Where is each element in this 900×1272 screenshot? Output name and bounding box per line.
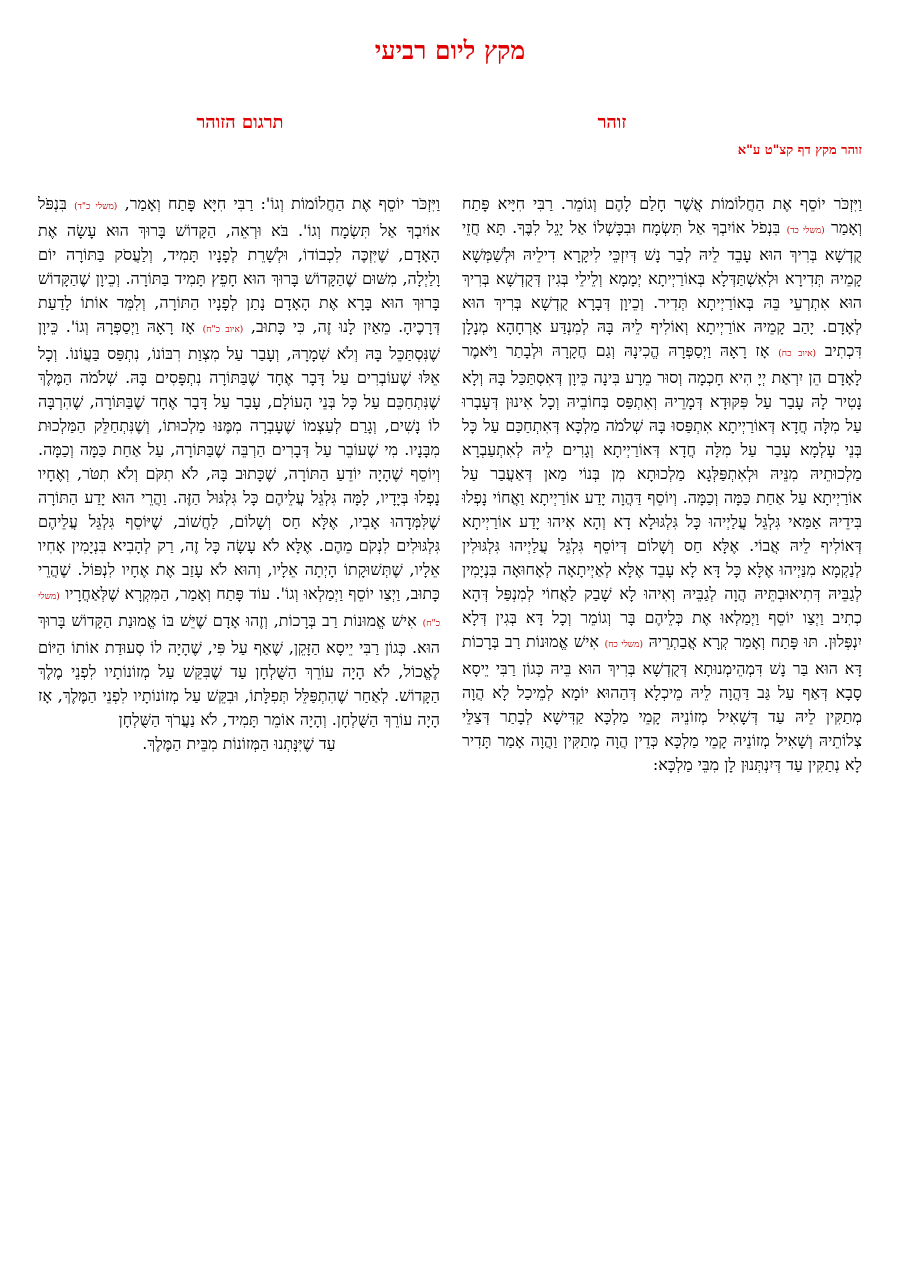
zohar-paragraph: אִישׁ אֱמוּנוֹת רַב בְּרָכוֹת דָּא הוּא בַּר נָשׁ דִּמְהֵימְנוּתָא דְּקֻדְשָׁא בְּרִיךְ הוּא בֵּיהּ כְּגוֹן רַבִּי יֵיסָא סָבָא דְּאַף עַל גַּב דַּהֲוָה לֵיהּ מֵיכְלָא דְּהַהוּא יוֹמָא לְמֵיכַל לָא הֲוָה מְתַקִּין לֵיהּ עַד דְּשָׁאִיל מְזוֹנֵיהּ קָמֵי מַלְכָּא קַדִּישָׁא לְבָתַר דְּצַלֵּי צְלוֹתֵיהּ וְשָׁאִיל מְזוֹנֵיהּ קָמֵי מַלְכָּא כְּדֵין הֲוָה מְתַקִּין וַהֲוָה אָמַר תָּדִיר לָא נְתַקִּין עַד דְּיִנְתְּנוּן לָן מִבֵּי מַלְכָּא: [462,632,862,774]
translation-paragraph: אִישׁ אֱמוּנוֹת רַב בְּרָכוֹת, וְזֶהוּ אָדָם שֶׁיֵּשׁ בּוֹ אֱמוּנַת הַקָּדוֹשׁ בָּרוּךְ הוּא. כְּגוֹן רַבִּי יֵיסָא הַזָּקֵן, שֶׁאַף עַל פִּי, שֶׁהָיָה לוֹ סְעוּדַת אוֹתוֹ הַיּוֹם לֶאֱכוֹל, לֹא הָיָה עוֹרֵךְ הַשֻּׁלְחָן עַד שֶׁבִּקֵּשׁ עַל מְזוֹנוֹתָיו לִפְנֵי מֶלֶךְ הַקָּדוֹשׁ. לְאַחַר שֶׁהִתְפַּלֵּל תְּפִלָּתוֹ, וּבִקֵּשׁ עַל מְזוֹנוֹתָיו לִפְנֵי הַמֶּלֶךְ, אָז הָיָה עוֹרֵךְ הַשֻּׁלְחָן. וְהָיָה אוֹמֵר תָּמִיד, לֹא נַעֲרֹךְ הַשֻּׁלְחָן [38,611,440,729]
scripture-reference: (משלי כד) [786,226,825,236]
scripture-reference: (משלי כ"ד) [74,202,118,212]
zohar-paragraph: אָז רָאָהּ וַיְסַפְּרָהּ הֱכִינָהּ וְגַם חֲקָרָהּ וּלְבָתַר וַיֹּאמֶר לָאָדָם הֵן יִרְאַת יְיָ הִיא חָכְמָה וְסוּר מֵרָע בִּינָה כֵּיוָן דְּאִסְתַּכַּל בָּהּ וְלָא נָטִיר לָהּ עָבַר עַל פִּקּוּדָא דְּמָרֵיהּ וְאִתְפַּס בְּחוֹבֵיהּ וְכָל אִינוּן דְּעָבְרוּ עַל מִלָּה חֲדָא דְּאוֹרַיְיתָא אִתְפַּסוּ בָּהּ שְׁלֹמֹה מַלְכָּא דְּאִתְחַכַּם עַל כָּל בְּנֵי עָלְמָא עָבַר עַל מִלָּה חֲדָא דְּאוֹרַיְיתָא וְגָרִים לֵיהּ לְאִתְעַבְרָא מַלְכוּתֵיהּ מִנֵּיהּ וּלְאִתְפַּלְּגָא מַלְכוּתָא מִן בְּנוֹי מַאן דְּאַעֲבַר עַל אוֹרַיְיתָא עַל אַחַת כַּמָּה וְכַמָּה. וְיוֹסֵף דַּהֲוָה יָדַע אוֹרַיְיתָא וַאֲחוֹי נָפְלוּ בִּידֵיהּ אַמַּאי גִּלְגֵּל עֲלַיְיהוּ כָּל גִּלְגּוּלָא דָא וְהָא אִיהוּ יָדַע אוֹרַיְיתָא דְּאוֹלִיף לֵיהּ אֲבוֹי. אֶלָּא חַס וְשָׁלוֹם דְּיוֹסֵף גִּלְגֵּל עֲלַיְיהוּ גִּלְגּוּלִין לְנַקְמָא מִנַּיְיהוּ אֶלָּא כָּל דָּא לָא עָבֵד אֶלָּא לְאַיְיתָאָה לְאָחוּאָה בִּנְיָמִין לְגַבֵּיהּ דְּתִיאוּבְתֵּיהּ הֲוָה לְגַבֵּיהּ וְאִיהוּ לָא שָׁבַק לַאֲחוֹי לְמִנְפַּל דְּהָא כְתִיב וַיְצַו יוֹסֵף וַיְמַלְאוּ אֶת כְּלֵיהֶם בָּר וְגוֹמֵר וְכָל דָּא בְּגִין דְּלָא יִנְפְּלוּן. תּוּ פָּתַח וְאָמַר קְרָא אֲבַתְרֵיהּ [462,341,863,651]
translation-text-column [38,192,440,756]
source-reference: זוהר מקץ דף קצ"ט ע"א [737,143,862,158]
zohar-paragraph: בִּנְפֹל אוֹיִבְךָ אַל תִּשְׂמָח וּבִכָּשְׁלוֹ אַל יָגֵל לִבֶּךָ. תָּא חֲזֵי קֻדְשָׁא בְּרִיךְ הוּא עָבֵד לֵיהּ לְבַר נָשׁ דְּיִזְכֵּי לִיקָרָא דִילֵיהּ וּלְשַׁמְּשָׁא קָמֵיהּ תְּדִירָא וּלְאִשְׁתַּדְּלָא בְּאוֹרַיְיתָא יְמָמָא וְלֵילֵי בְּגִין דְּקֻדְשָׁא בְּרִיךְ הוּא אִתְרְעֵי בֵּהּ בְּאוֹרַיְיתָא תְּדִיר. וְכֵיוָן דְּבָרָא קֻדְשָׁא בְּרִיךְ הוּא לְאָדָם. יָהַב קָמֵיהּ אוֹרַיְיתָא וְאוֹלִיף לֵיהּ בָּהּ לְמִנְדַּע אָרְחָהָא מְנָלָן דִּכְתִיב [462,218,863,360]
scripture-reference: (משלי כ"ח) [38,592,440,629]
scripture-reference: (משלי כח) [604,640,643,650]
zohar-column-heading: זוהר [597,112,627,133]
page-title: מקץ ליום רביעי [374,36,526,65]
zohar-paragraph: וַיִּזְכֹּר יוֹסֵף אֶת הַחֲלוֹמוֹת אֲשֶׁר חָלַם לָהֶם וְגוֹמֵר. רַבִּי חִיָּיא פָּתַח וְאָמַר [462,194,863,237]
translation-paragraph: וַיִּזְכֹּר יוֹסֵף אֶת הַחֲלוֹמוֹת וְגוֹ': רַבִּי חִיָּא פָּתַח וְאָמַר, [117,194,440,213]
scripture-reference: (איוב כח) [778,349,817,359]
translation-paragraph: אָז רָאָהּ וַיְסַפְּרָהּ וְגוֹ'. כֵּיוָן שֶׁנִּסְתַּכֵּל בָּהּ וְלֹא שְׁמָרָהּ, וְעָבַר עַל מִצְוַת רִבּוֹנוֹ, נִתְפַּס בַּעֲוֹנוֹ. וְכָל אֵלּוּ שֶׁעוֹבְרִים עַל דָּבָר אֶחָד שֶׁבַּתּוֹרָה נִתְפָּסִים בָּהּ. שְׁלֹמֹה הַמֶּלֶךְ שֶׁנִּתְחַכֵּם עַל כָּל בְּנֵי הָעוֹלָם, עָבַר עַל דָּבָר אֶחָד שֶׁבַּתּוֹרָה, שֶׁהִרְבָּה לוֹ נָשִׁים, וְגָרַם לְעַצְמוֹ שֶׁעָבְרָה מִמֶּנּוּ מַלְכוּתוֹ, וְשֶׁנִּתְחַלֵּק הַמַּלְכוּת מִבָּנָיו. מִי שֶׁעוֹבֵר עַל דְּבָרִים הַרְבֵּה שֶׁבַּתּוֹרָה, עַל אַחַת כַּמָּה וְכַמָּה. וְיוֹסֵף שֶׁהָיָה יוֹדֵעַ הַתּוֹרָה, שֶׁכָּתוּב בָּהּ, לֹא תִקֹּם וְלֹא תִטֹּר, וְאֶחָיו נָפְלוּ בְּיָדָיו, לָמָּה גִּלְגֵּל עֲלֵיהֶם כָּל גִּלְגּוּל הַזֶּה. וַהֲרֵי הוּא יָדַע הַתּוֹרָה שֶׁלִּמְּדָהוּ אָבִיו, אֶלָּא חַס וְשָׁלוֹם, לַחֲשׁוֹב, שֶׁיּוֹסֵף גִּלְגֵּל עֲלֵיהֶם גִּלְגּוּלִים לִנְקֹם מֵהֶם. אֶלָּא לֹא עָשָׂה כָּל זֶה, רַק לְהָבִיא בִּנְיָמִין אָחִיו אֵלָיו, שֶׁתְּשׁוּקָתוֹ הָיְתָה אֵלָיו, וְהוּא לֹא עָזַב אֶת אֶחָיו לִנְפּוֹל. שֶׁהֲרֵי כָּתוּב, וַיְצַו יוֹסֵף וַיְמַלְאוּ וְגוֹ'. עוֹד פָּתַח וְאָמַר, הַמִּקְרָא שֶׁלְּאַחֲרָיו [38,317,441,603]
zohar-text-column [462,192,862,777]
translation-closing-line: עַד שֶׁיִּנָּתְנוּ הַמְּזוֹנוֹת מִבֵּית הַמֶּלֶךְ. [142,734,336,753]
scripture-reference: (איוב כ"ח) [202,325,244,335]
translation-paragraph: בִּנְפֹּל אוֹיִבְךָ אַל תִּשְׂמָח וְגוֹ'. בֹּא וּרְאֵה, הַקָּדוֹשׁ בָּרוּךְ הוּא עָשָׂה אֶת הָאָדָם, שֶׁיִּזְכֶּה לִכְבוֹדוֹ, וּלְשָׁרֵת לְפָנָיו תָּמִיד, וְלַעֲסֹק בַּתּוֹרָה יוֹם וָלַיְלָה, מִשּׁוּם שֶׁהַקָּדוֹשׁ בָּרוּךְ הוּא חָפֵץ תָּמִיד בַּתּוֹרָה. וְכֵיוָן שֶׁהַקָּדוֹשׁ בָּרוּךְ הוּא בָּרָא אֶת הָאָדָם נָתַן לְפָנָיו הַתּוֹרָה, וְלִמֵּד אוֹתוֹ לָדַעַת דְּרָכֶיהָ. מֵאַיִן לָנוּ זֶה, כִּי כָּתוּב, [38,194,441,336]
translation-column-heading: תרגום הזוהר [196,112,284,133]
